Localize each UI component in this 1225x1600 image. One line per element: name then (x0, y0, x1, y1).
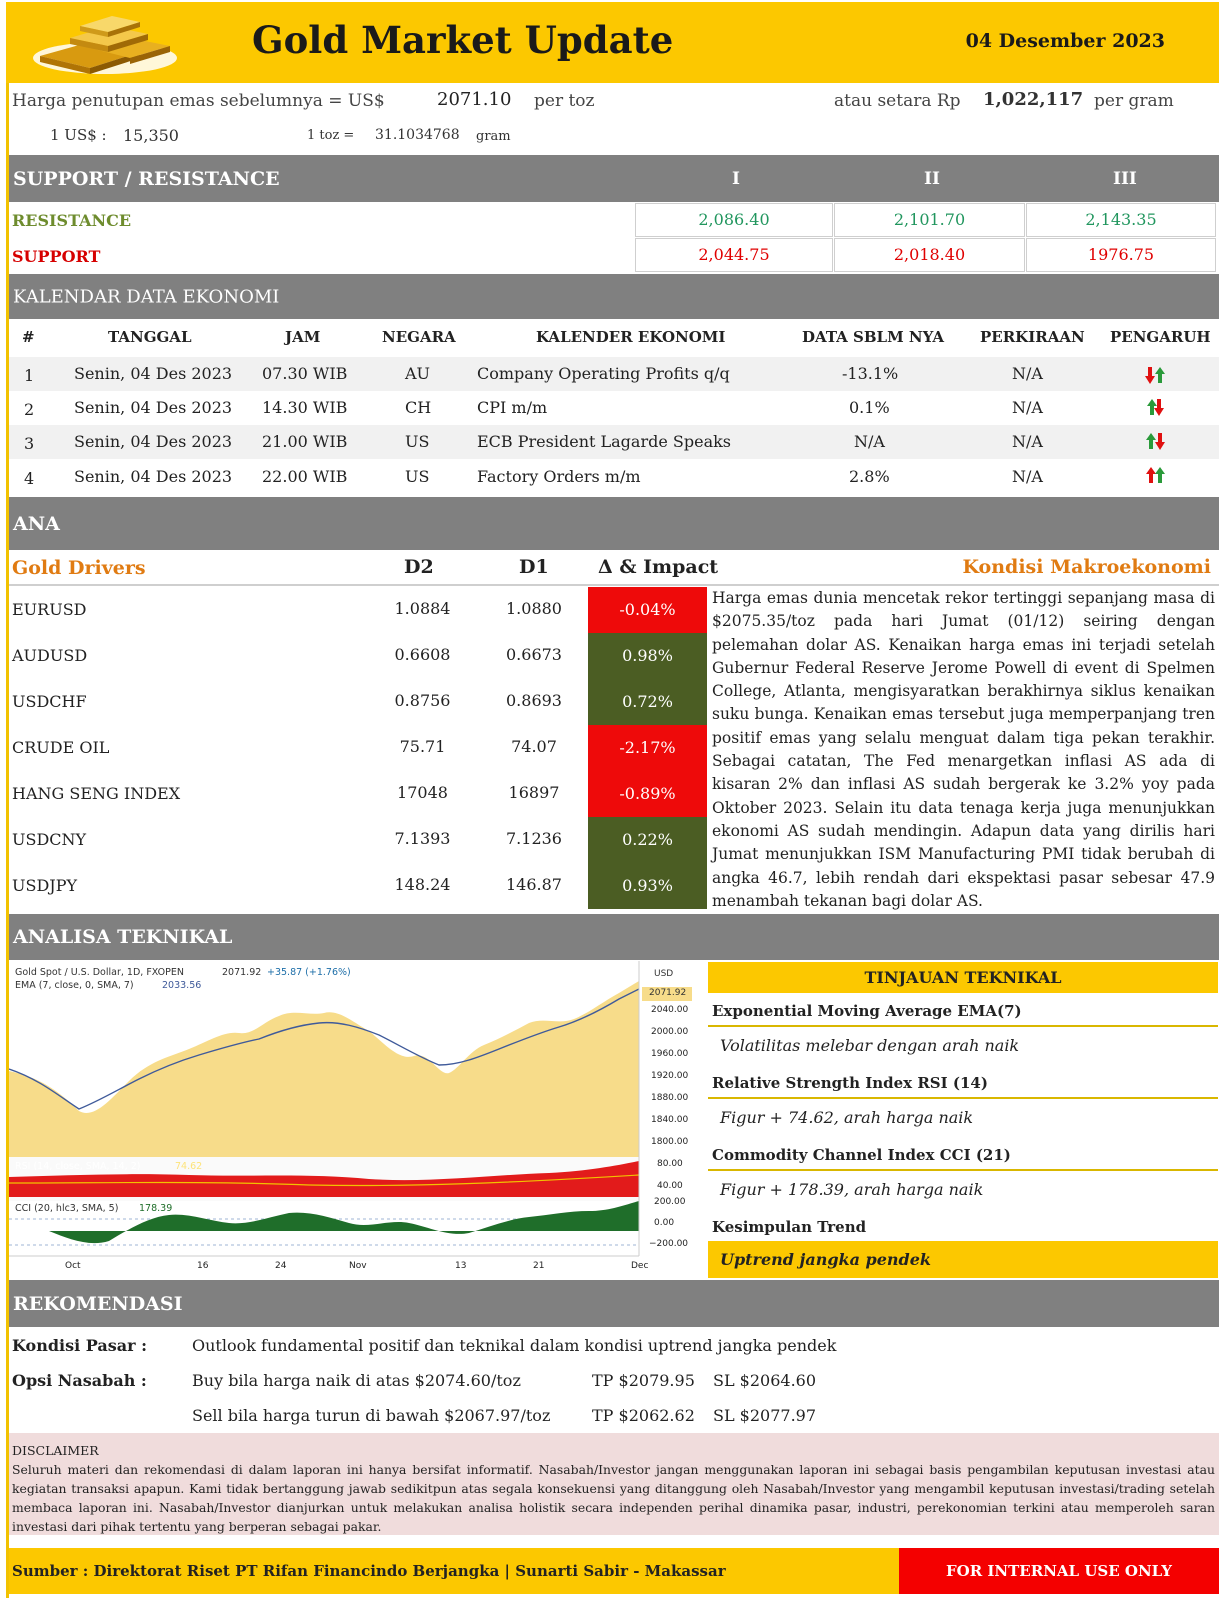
driver-d1: 0.8693 (506, 691, 562, 710)
technical-heading-bar (9, 914, 1219, 960)
rp-label: atau setara Rp (834, 91, 961, 111)
cal-no: 3 (24, 434, 35, 453)
rsi-review-text: Figur + 74.62, arah harga naik (720, 1108, 974, 1127)
recommendation-heading-bar (9, 1280, 1219, 1327)
technical-heading: ANALISA TEKNIKAL (13, 926, 233, 948)
macro-text: Harga emas dunia mencetak rekor tertinggi sepanjang masa di $2075.35/toz pada hari Jumat (01/12) seiring dengan pelemahan dolar AS. Kenaikan harga emas ini terjadi setelah Gubernur Federal Reserve Jerome Powell di event di Spelmen College, Atlanta, mengisyaratkan berakhirnya siklus kenaikan suku bunga. Kenaikan emas tersebut juga memperpanjang tren positif emas yang selalu menguat dalam tiga pekan terakhir. Sebagai catatan, The Fed menargetkan inflasi AS ada di kisaran 2% dan inflasi AS sudah bergerak ke 3.2% yoy pada Oktober 2023. Selain itu data tenaga kerja juga menunjukkan ekonomi AS sudah mendingin. Adapun data yang dirilis hari Jumat menunjukkan ISM Manufacturing PMI tidak berubah di angka 46.7, lebih rendah dari ekspektasi pasar sebesar 47.9 menambah tekanan bagi dolar AS. (712, 589, 1215, 910)
cal-event: Company Operating Profits q/q (477, 364, 730, 383)
market-label: Kondisi Pasar : (12, 1336, 148, 1355)
x-tick: Dec (631, 1261, 649, 1271)
support-2: 2,018.40 (834, 238, 1025, 272)
cal-country: US (405, 432, 430, 451)
gram-label: gram (476, 129, 511, 144)
driver-change: 0.22% (588, 817, 707, 863)
sr-heading: SUPPORT / RESISTANCE (13, 167, 280, 190)
driver-change: -0.89% (588, 771, 707, 817)
cal-time: 07.30 WIB (262, 364, 348, 383)
drivers-heading: Gold Drivers (12, 557, 146, 579)
x-tick: Nov (349, 1261, 367, 1271)
support-1: 2,044.75 (635, 238, 833, 272)
driver-name: HANG SENG INDEX (12, 784, 181, 803)
cal-country: US (405, 467, 430, 486)
cci-tick: −200.00 (649, 1239, 689, 1249)
chart-price: 2071.92 (222, 967, 262, 978)
trend-review-text: Uptrend jangka pendek (720, 1250, 931, 1269)
cal-time: 14.30 WIB (262, 398, 348, 417)
down-up-arrows-icon (1145, 366, 1167, 384)
cci-label: CCI (20, hlc3, SMA, 5) (15, 1203, 119, 1214)
drivers-divider (9, 584, 1219, 586)
ema-review-text: Volatilitas melebar dengan arah naik (720, 1036, 1020, 1055)
driver-d1: 7.1236 (506, 829, 562, 848)
footer-source-bar (9, 1548, 899, 1594)
usd-rate-label: 1 US$ : (50, 126, 107, 144)
driver-d1: 74.07 (511, 737, 557, 756)
rsi-tick: 40.00 (657, 1181, 683, 1191)
close-price-usd: 2071.10 (437, 89, 512, 110)
support-3: 1976.75 (1026, 238, 1216, 272)
driver-change: -0.04% (588, 587, 707, 633)
up-down-arrows-icon (1145, 466, 1167, 484)
driver-d2: 7.1393 (394, 829, 451, 848)
buy-tp: TP $2079.95 (592, 1371, 695, 1390)
cal-header-time: JAM (285, 328, 321, 346)
cci-tick: 200.00 (654, 1197, 686, 1207)
calendar-heading-bar (9, 274, 1219, 319)
sr-col-3: III (1113, 168, 1137, 189)
driver-name: USDJPY (12, 876, 78, 895)
cal-date: Senin, 04 Des 2023 (74, 364, 233, 383)
x-tick: 13 (455, 1261, 467, 1271)
footer-source: Sumber : Direktorat Riset PT Rifan Financindo Berjangka | Sunarti Sabir - Makassar (12, 1562, 726, 1580)
ema-review-label: Exponential Moving Average EMA(7) (712, 1002, 1022, 1020)
report-date: 04 Desember 2023 (965, 30, 1165, 52)
driver-d2: 75.71 (399, 737, 446, 756)
page-title: Gold Market Update (252, 18, 674, 62)
cal-country: AU (405, 364, 431, 383)
driver-name: USDCHF (12, 692, 87, 711)
cal-time: 22.00 WIB (262, 467, 348, 486)
driver-d2: 0.8756 (394, 691, 451, 710)
driver-d2: 148.24 (394, 875, 451, 894)
recommendation-heading: REKOMENDASI (13, 1292, 183, 1315)
driver-change: 0.98% (588, 633, 707, 679)
driver-name: CRUDE OIL (12, 738, 110, 757)
close-price-label: Harga penutupan emas sebelumnya = US$ (12, 91, 385, 111)
sell-tp: TP $2062.62 (592, 1406, 695, 1425)
cal-header-date: TANGGAL (108, 328, 192, 346)
usd-rate-value: 15,350 (123, 126, 179, 145)
analysis-heading-bar (9, 497, 1219, 550)
sell-sl: SL $2077.97 (713, 1406, 817, 1425)
price-tick: 1880.00 (651, 1093, 689, 1103)
cci-value: 178.39 (139, 1203, 173, 1214)
cal-event: Factory Orders m/m (477, 467, 641, 486)
cal-forecast: N/A (1012, 398, 1043, 417)
option-label: Opsi Nasabah : (12, 1371, 147, 1390)
driver-d1: 16897 (508, 783, 560, 802)
cal-header-prev: DATA SBLM NYA (802, 328, 945, 346)
sell-text: Sell bila harga turun di bawah $2067.97/toz (192, 1406, 551, 1425)
rsi-label: RSI (14, close, SMA, 14, 2) (15, 1161, 141, 1172)
close-price-rp: 1,022,117 (983, 89, 1084, 110)
analysis-heading: ANA (13, 512, 60, 535)
cci-review-text: Figur + 178.39, arah harga naik (720, 1180, 984, 1199)
cal-event: CPI m/m (477, 398, 548, 417)
toz-label: 1 toz = (307, 128, 355, 143)
buy-sl: SL $2064.60 (713, 1371, 817, 1390)
cal-no: 1 (24, 366, 35, 385)
cal-header-impact: PENGARUH (1110, 328, 1211, 346)
review-divider (708, 1025, 1218, 1027)
drivers-d1-header: D1 (519, 556, 549, 578)
resistance-3: 2,143.35 (1026, 203, 1216, 237)
drivers-impact-header: Δ & Impact (598, 556, 719, 578)
chart-symbol: Gold Spot / U.S. Dollar, 1D, FXOPEN (15, 967, 184, 978)
cal-header-no: # (22, 328, 35, 346)
support-label: SUPPORT (12, 247, 101, 266)
driver-change: -2.17% (588, 725, 707, 771)
per-gram-label: per gram (1094, 91, 1174, 111)
cal-prev: -13.1% (842, 364, 899, 383)
chart-last-price: 2071.92 (649, 988, 687, 998)
cci-review-label: Commodity Channel Index CCI (21) (712, 1146, 1011, 1164)
chart-currency: USD (654, 969, 674, 979)
x-tick: 21 (533, 1261, 545, 1271)
driver-d1: 0.6673 (506, 645, 562, 664)
per-toz-label: per toz (534, 91, 595, 111)
up-down-arrows-icon (1145, 432, 1167, 450)
technical-chart (9, 961, 704, 1278)
cal-prev: N/A (854, 432, 885, 451)
price-tick: 1960.00 (651, 1049, 689, 1059)
x-tick: 24 (275, 1261, 287, 1271)
x-tick: 16 (197, 1261, 209, 1271)
cal-header-forecast: PERKIRAAN (980, 328, 1085, 346)
driver-name: AUDUSD (12, 646, 88, 665)
price-tick: 1800.00 (651, 1137, 689, 1147)
cal-prev: 0.1% (849, 398, 890, 417)
chart-change: +35.87 (+1.76%) (267, 967, 351, 978)
trend-review-label: Kesimpulan Trend (712, 1218, 867, 1236)
driver-change: 0.93% (588, 863, 707, 909)
x-tick: Oct (65, 1261, 81, 1271)
chart-ema-label: EMA (7, close, 0, SMA, 7) (15, 980, 134, 991)
driver-name: EURUSD (12, 600, 87, 619)
driver-d2: 17048 (397, 783, 448, 802)
driver-d1: 146.87 (506, 875, 562, 894)
price-tick: 2040.00 (651, 1005, 689, 1015)
price-tick: 1840.00 (651, 1115, 689, 1125)
cal-time: 21.00 WIB (262, 432, 348, 451)
technical-review-heading: TINJAUAN TEKNIKAL (708, 962, 1218, 993)
cal-date: Senin, 04 Des 2023 (74, 398, 233, 417)
cal-event: ECB President Lagarde Speaks (477, 432, 732, 451)
driver-name: USDCNY (12, 830, 87, 849)
cal-forecast: N/A (1012, 432, 1043, 451)
sr-heading-bar (9, 155, 1219, 202)
calendar-heading: KALENDAR DATA EKONOMI (13, 286, 280, 307)
internal-use-badge: FOR INTERNAL USE ONLY (899, 1548, 1219, 1594)
disclaimer-text: Seluruh materi dan rekomendasi di dalam laporan ini hanya bersifat informatif. Nasabah/Investor jangan menggunakan laporan ini sebagai basis pengambilan keputusan investasi atau kegiatan transaksi apapun. Kami tidak bertanggung jawab sedikitpun atas segala konsekuensi yang ditanggung oleh Nasabah/Investor yang mengambil keputusan investasi/trading setelah membaca laporan ini. Nasabah/Investor dianjurkan untuk melakukan analisa holistik secara independen perihal dinamika pasar, industri, perekonomian terkini atau memperoleh saran investasi dari pihak tertentu yang berperan sebagai pakar. (12, 1462, 1215, 1534)
buy-text: Buy bila harga naik di atas $2074.60/toz (192, 1371, 521, 1390)
price-tick: 1920.00 (651, 1071, 689, 1081)
review-divider (708, 1169, 1218, 1171)
gold-bars-logo (30, 8, 180, 78)
cal-forecast: N/A (1012, 364, 1043, 383)
price-tick: 2000.00 (651, 1027, 689, 1037)
cal-date: Senin, 04 Des 2023 (74, 467, 233, 486)
cal-date: Senin, 04 Des 2023 (74, 432, 233, 451)
chart-ema-value: 2033.56 (162, 980, 202, 991)
cal-no: 2 (24, 400, 35, 419)
driver-d2: 0.6608 (394, 645, 451, 664)
cci-tick: 0.00 (654, 1218, 675, 1228)
market-text: Outlook fundamental positif dan teknikal dalam kondisi uptrend jangka pendek (192, 1336, 837, 1355)
cal-forecast: N/A (1012, 467, 1043, 486)
toz-value: 31.1034768 (375, 127, 460, 143)
down-up-arrows-icon (1145, 398, 1167, 416)
macro-heading: Kondisi Makroekonomi (962, 556, 1211, 578)
disclaimer-box (9, 1433, 1219, 1535)
cal-country: CH (405, 398, 432, 417)
cal-header-event: KALENDER EKONOMI (536, 328, 726, 346)
resistance-2: 2,101.70 (834, 203, 1025, 237)
cal-prev: 2.8% (849, 467, 890, 486)
sr-col-2: II (924, 168, 940, 189)
resistance-label: RESISTANCE (12, 211, 132, 230)
review-divider (708, 1097, 1218, 1099)
driver-change: 0.72% (588, 679, 707, 725)
cal-no: 4 (24, 469, 35, 488)
rsi-value: 74.62 (175, 1161, 203, 1172)
drivers-d2-header: D2 (404, 556, 434, 578)
driver-d1: 1.0880 (506, 599, 562, 618)
rsi-tick: 80.00 (657, 1159, 683, 1169)
resistance-1: 2,086.40 (635, 203, 833, 237)
gold-price-chart (9, 961, 704, 1278)
cal-header-country: NEGARA (382, 328, 456, 346)
sr-col-1: I (732, 168, 740, 189)
price-area (9, 981, 639, 1157)
driver-d2: 1.0884 (394, 599, 451, 618)
rsi-review-label: Relative Strength Index RSI (14) (712, 1074, 988, 1092)
disclaimer-heading: DISCLAIMER (12, 1443, 99, 1458)
